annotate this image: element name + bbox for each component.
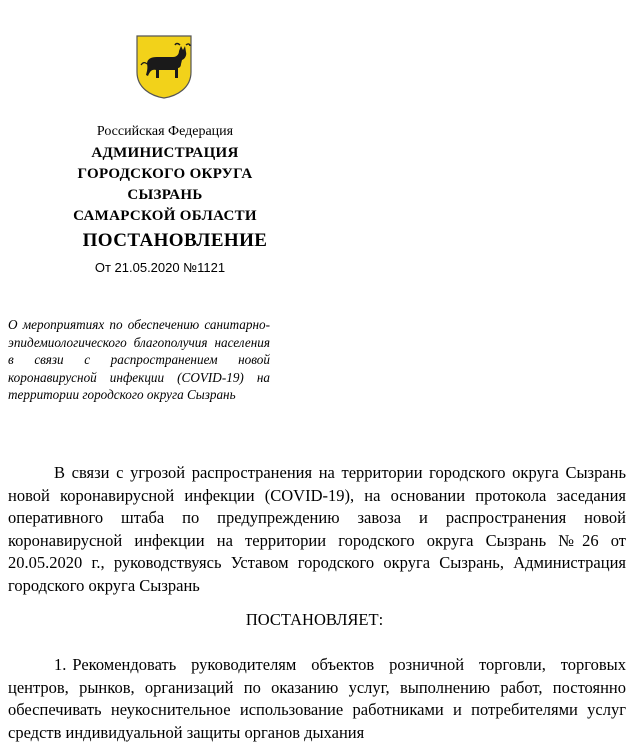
decree-item-1 [8,654,626,744]
decree-item-text: Рекомендовать руководителям объектов розничной торговли, торговых центров, рынков, организаций по оказанию услуг, выполнению работ, постоянно обеспечивать неукоснительное использование работниками и потребителями услуг средств индивидуальной защиты органов дыхания [8,655,626,742]
admin-title-line-1: АДМИНИСТРАЦИЯ [91,145,239,161]
admin-title-line-2: ГОРОДСКОГО ОКРУГА [77,166,253,182]
decree-date-number: От 21.05.2020 №1121 [94,260,226,275]
decree-item-number: 1. [54,655,67,674]
document-type-title: ПОСТАНОВЛЕНИЕ [82,230,268,251]
preamble-paragraph: В связи с угрозой распространения на территории городского округа Сызрань новой коронавирусной инфекции (COVID-19), на основании протокола заседания оперативного штаба по предупреждению завоза и распространения новой коронавирусной инфекции на территории городского округа Сызрань №26 от 20.05.2020 г., руководствуясь Уставом городского округа Сызрань, Администрация городского округа Сызрань [8,463,626,595]
decree-subject: О мероприятиях по обеспечению санитарно-эпидемиологического благополучия населения в связи с распространением новой коронавирусной инфекции (COVID-19) на территории городского округа Сызрань [8,317,270,402]
admin-title-line-3: СЫЗРАНЬ [127,187,203,203]
country-name: Российская Федерация [96,124,234,139]
resolves-heading: ПОСТАНОВЛЯЕТ: [245,610,384,629]
admin-title-line-4: САМАРСКОЙ ОБЛАСТИ [73,208,257,224]
coat-of-arms-bull-icon [135,34,193,100]
